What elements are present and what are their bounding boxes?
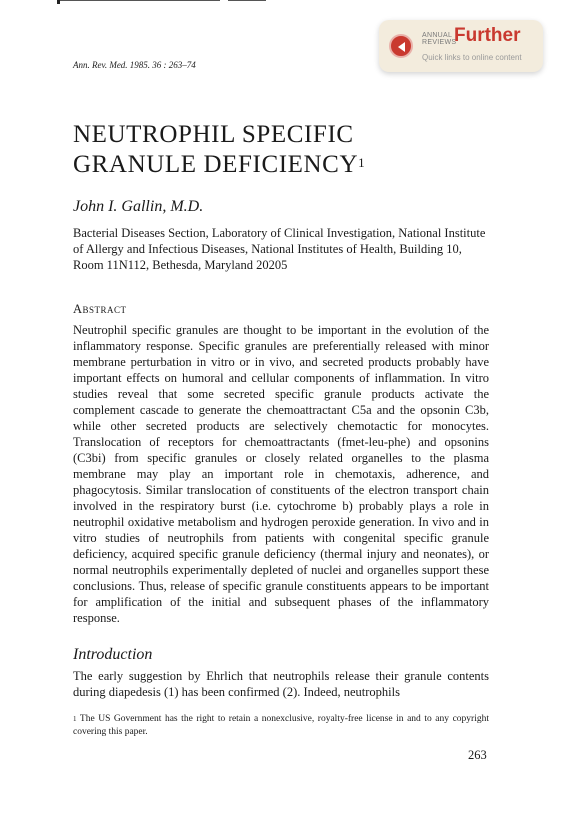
further-banner[interactable] bbox=[379, 20, 543, 72]
title-line-2: GRANULE DEFICIENCY bbox=[73, 151, 359, 178]
scan-top-mark bbox=[57, 0, 60, 4]
abstract-heading: Abstract bbox=[73, 302, 127, 316]
abstract-text: Neutrophil specific granules are thought to be important in the evolution of the inflammatory response. Specific granules are preferentially released with minor membrane perturbation in vitro or in vivo, and secreted products probably have important effects on humoral and cellular components of inflammation. In vitro studies reveal that some secreted specific granule products activate the complement cascade to generate the chemoattractant C5a and the opsonin C3b, while other secreted products are selectively chemotactic for monocytes. Translocation of receptors for chemoattractants (fmet-leu-phe) and opsonins (C3bi) from specific granules or closely related organelles to the plasma membrane may play an important role in chemotaxis, adherence, and phagocytosis. Similar translocation of constituents of the electron transport chain involved in the respiratory burst (i.e. cytochrome b) probably plays a role in neutrophil oxidative metabolism and hydrogen peroxide generation. In vivo and in vitro studies of neutrophils from patients with congenital specific granule deficiency, acquired specific granule deficiency (thermal injury and neonates), or normal neutrophils experimentally depleted of nuclei and organelles support these conclusions. Thus, release of specific granule constituents appears to be important for amplification of the initial and subsequent phases of the inflammatory response. bbox=[73, 323, 489, 625]
introduction-text: The early suggestion by Ehrlich that neutrophils release their granule contents during diapedesis (1) has been confirmed (2). Indeed, neutrophils bbox=[73, 669, 489, 699]
page-number: 263 bbox=[468, 748, 487, 762]
introduction-heading: Introduction bbox=[73, 646, 153, 663]
scan-top-line bbox=[228, 0, 266, 1]
author: John I. Gallin, M.D. bbox=[73, 198, 204, 215]
further-subtitle: Quick links to online content bbox=[422, 53, 522, 62]
article-title bbox=[73, 120, 365, 180]
further-label: Further bbox=[454, 25, 521, 46]
title-line-1: NEUTROPHIL SPECIFIC bbox=[73, 121, 354, 148]
scan-top-line bbox=[60, 0, 220, 1]
affiliation: Bacterial Diseases Section, Laboratory of Clinical Investigation, National Institute of Allergy and Infectious Diseases, National Institutes of Health, Building 10, Room 11N112, Bethesda, Maryland 20205 bbox=[73, 226, 486, 272]
back-arrow-icon bbox=[389, 34, 413, 58]
footnote-text: The US Government has the right to retain a nonexclusive, royalty-free license in and to any copyright covering this paper. bbox=[73, 714, 489, 737]
footnote-mark: 1 bbox=[73, 715, 77, 723]
annual-reviews-logo-text: ANNUAL REVIEWS bbox=[422, 32, 457, 46]
title-footnote-mark: 1 bbox=[358, 155, 366, 170]
footnote bbox=[73, 713, 489, 739]
journal-reference: Ann. Rev. Med. 1985. 36 : 263–74 bbox=[73, 60, 196, 70]
